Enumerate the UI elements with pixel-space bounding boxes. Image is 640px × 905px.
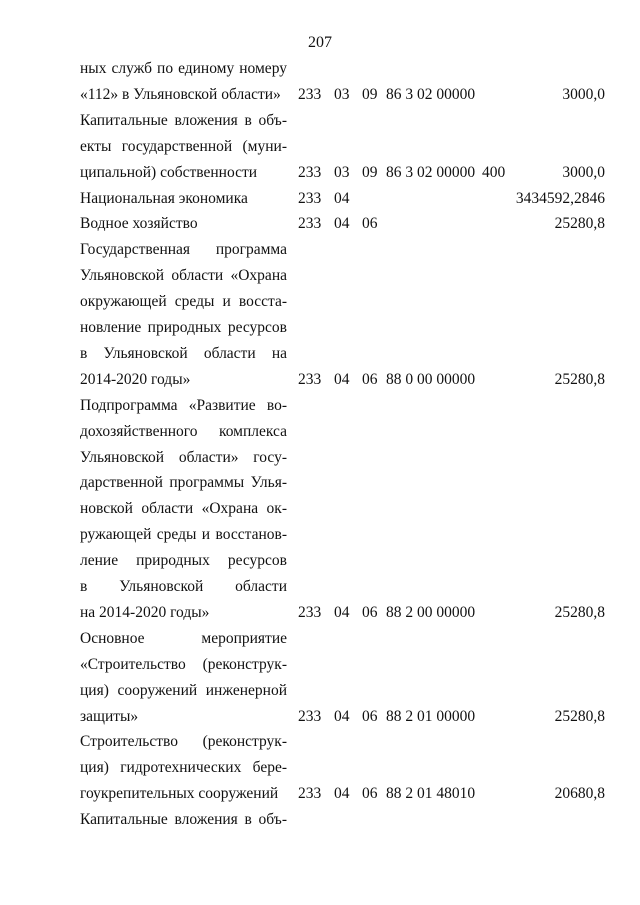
row-description: новской области «Охрана ок- <box>80 500 287 518</box>
row-description: Государственная программа <box>80 241 287 259</box>
row-description: в Ульяновской области на <box>80 344 287 362</box>
table-row <box>0 214 640 234</box>
target-article-code: 86 3 02 00000 <box>386 85 476 103</box>
admin-code: 233 <box>298 163 322 181</box>
table-row <box>0 577 640 597</box>
table-row <box>0 810 640 830</box>
row-description: окружающей среды и восста- <box>80 293 287 311</box>
row-description: новление природных ресурсов <box>80 319 287 336</box>
row-description: защиты» <box>80 707 139 725</box>
section-code: 04 <box>334 189 350 207</box>
target-article-code: 88 2 00 00000 <box>386 603 476 621</box>
row-description: ципальной) собственности <box>80 163 258 181</box>
admin-code: 233 <box>298 189 322 207</box>
row-description: Основное мероприятие <box>80 629 287 647</box>
table-row <box>0 732 640 752</box>
admin-code: 233 <box>298 707 322 725</box>
admin-code: 233 <box>298 603 322 621</box>
amount-value: 3000,0 <box>562 85 605 103</box>
table-row <box>0 629 640 649</box>
table-row <box>0 784 640 804</box>
subsection-code: 09 <box>362 163 378 181</box>
subsection-code: 06 <box>362 603 378 621</box>
table-row <box>0 681 640 701</box>
page-number: 207 <box>308 34 332 51</box>
row-description: ция) гидротехнических бере- <box>80 759 287 777</box>
admin-code: 233 <box>298 785 322 803</box>
section-code: 04 <box>334 370 350 388</box>
table-row <box>0 137 640 157</box>
subsection-code: 06 <box>362 370 378 388</box>
amount-value: 3434592,2846 <box>515 189 605 207</box>
amount-value: 25280,8 <box>554 215 605 233</box>
table-row <box>0 292 640 312</box>
table-row <box>0 370 640 390</box>
row-description: ружающей среды и восстанов- <box>80 526 287 544</box>
amount-value: 3000,0 <box>562 163 605 181</box>
admin-code: 233 <box>298 370 322 388</box>
target-article-code: 88 0 00 00000 <box>386 370 476 388</box>
row-description: «112» в Ульяновской области» <box>80 85 281 103</box>
amount-value: 20680,8 <box>554 785 605 803</box>
table-row <box>0 448 640 468</box>
table-row <box>0 163 640 183</box>
section-code: 04 <box>334 603 350 621</box>
row-description: дарственной программы Улья- <box>80 474 287 492</box>
expense-type-code: 400 <box>482 163 506 181</box>
row-description: Ульяновской области» госу- <box>80 448 287 466</box>
row-description: ление природных ресурсов <box>80 552 287 570</box>
table-row <box>0 758 640 778</box>
admin-code: 233 <box>298 85 322 103</box>
table-row <box>0 344 640 364</box>
target-article-code: 88 2 01 00000 <box>386 707 476 725</box>
row-description: Водное хозяйство <box>80 215 198 233</box>
table-row <box>0 318 640 338</box>
row-description: «Строительство (реконструк- <box>80 655 287 673</box>
table-row <box>0 85 640 105</box>
amount-value: 25280,8 <box>554 603 605 621</box>
table-row <box>0 422 640 442</box>
row-description: екты государственной (муни- <box>80 137 287 155</box>
section-code: 03 <box>334 85 350 103</box>
section-code: 03 <box>334 163 350 181</box>
subsection-code: 09 <box>362 85 378 103</box>
table-row <box>0 266 640 286</box>
row-description: Капитальные вложения в объ- <box>80 111 287 129</box>
row-description: Ульяновской области «Охрана <box>80 267 287 285</box>
subsection-code: 06 <box>362 707 378 725</box>
admin-code: 233 <box>298 215 322 233</box>
table-row <box>0 707 640 727</box>
subsection-code: 06 <box>362 785 378 803</box>
table-row <box>0 189 640 209</box>
section-code: 04 <box>334 215 350 233</box>
section-code: 04 <box>334 785 350 803</box>
target-article-code: 86 3 02 00000 <box>386 163 476 181</box>
row-description: ция) сооружений инженерной <box>80 681 287 699</box>
amount-value: 25280,8 <box>554 707 605 725</box>
amount-value: 25280,8 <box>554 370 605 388</box>
row-description: в Ульяновской области <box>80 578 287 595</box>
table-row <box>0 551 640 571</box>
row-description: на 2014-2020 годы» <box>80 603 210 621</box>
table-row <box>0 499 640 519</box>
row-description: 2014-2020 годы» <box>80 370 191 388</box>
row-description: гоукрепительных сооружений <box>80 785 279 803</box>
table-row <box>0 473 640 493</box>
table-row <box>0 655 640 675</box>
table-row <box>0 525 640 545</box>
row-description: Строительство (реконструк- <box>80 733 287 751</box>
subsection-code: 06 <box>362 215 378 233</box>
section-code: 04 <box>334 707 350 725</box>
table-row <box>0 240 640 260</box>
row-description: Подпрограмма «Развитие во- <box>80 396 287 414</box>
row-description: дохозяйственного комплекса <box>80 422 287 440</box>
table-row <box>0 59 640 79</box>
target-article-code: 88 2 01 48010 <box>386 785 476 803</box>
row-description: Капитальные вложения в объ- <box>80 811 287 829</box>
row-description: Национальная экономика <box>80 189 248 207</box>
table-row <box>0 111 640 131</box>
table-row <box>0 603 640 623</box>
table-row <box>0 396 640 416</box>
row-description: ных служб по единому номеру <box>80 60 287 77</box>
